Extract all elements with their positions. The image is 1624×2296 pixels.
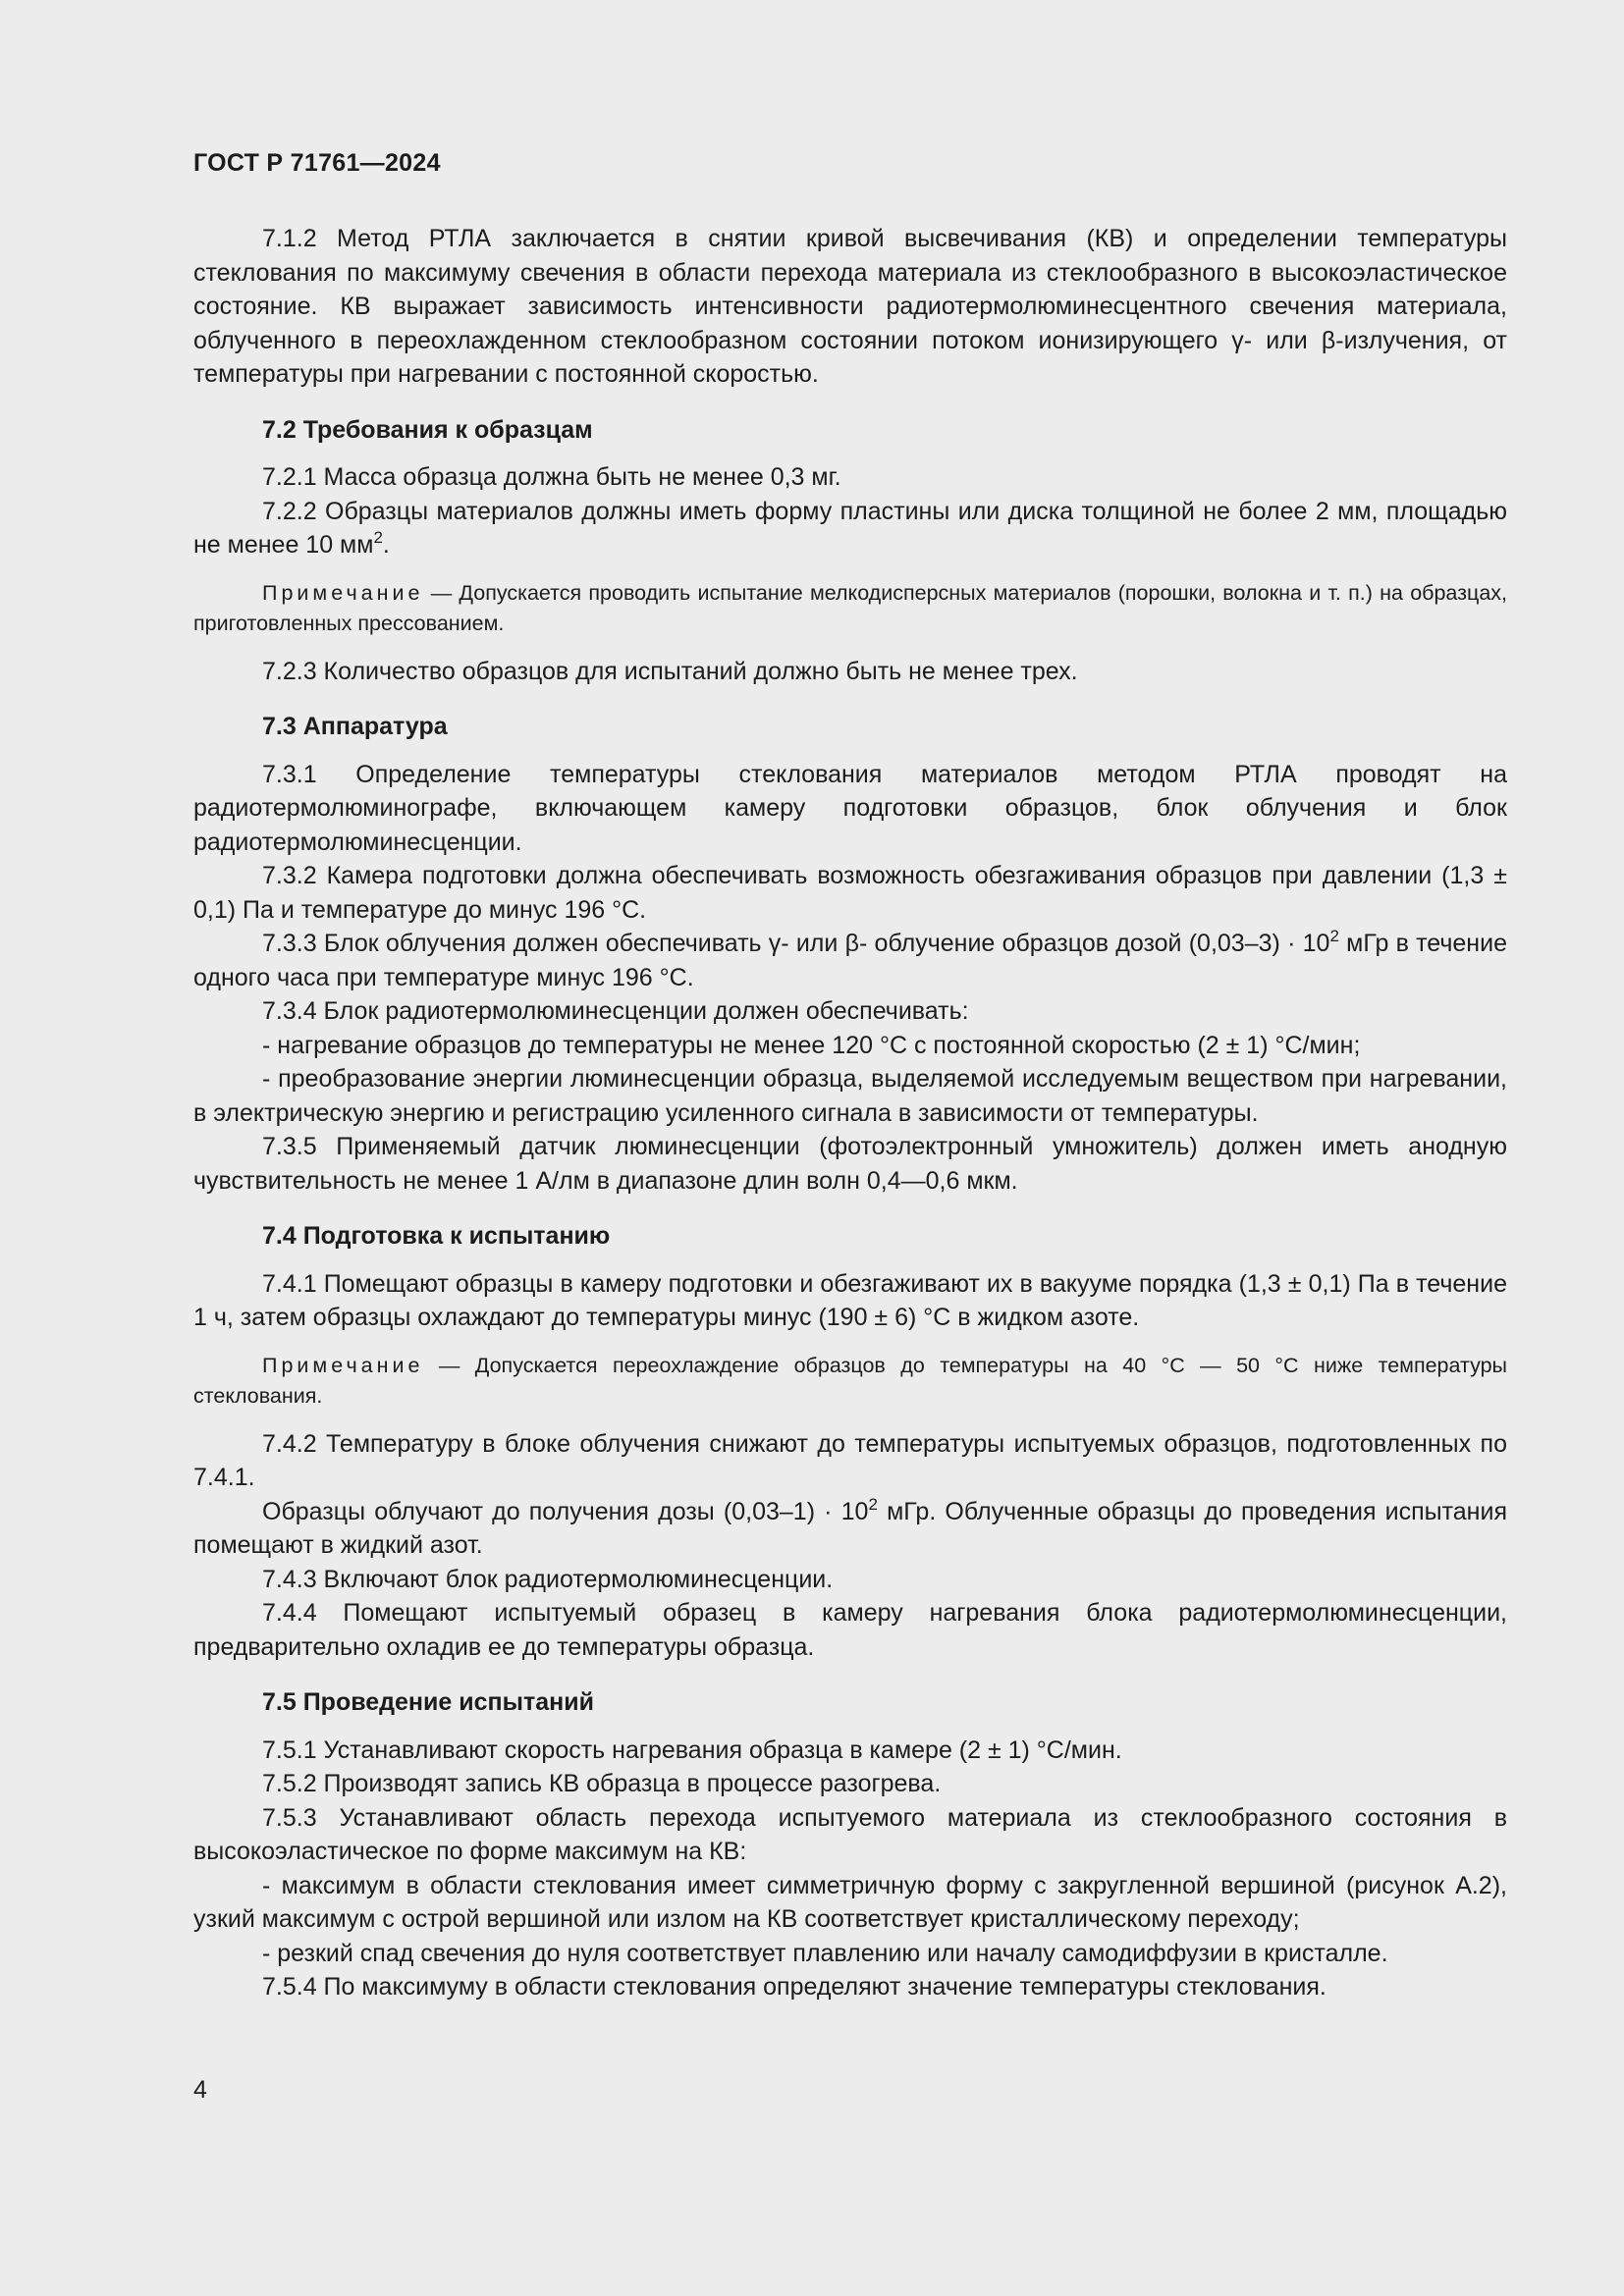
- clause-7-3-4: 7.3.4 Блок радиотермолюминесценции должен обеспечивать:: [262, 997, 969, 1025]
- clause-7-3-2: 7.3.2 Камера подготовки должна обеспечивать возможность обезгаживания образцов при давлении (1,3 ± 0,1) Па и температуре до минус 196 °С.: [193, 862, 1507, 924]
- note-label: Примечание: [262, 1353, 424, 1377]
- clause-7-3-3: 7.3.3 Блок облучения должен обеспечивать γ- или β- облучение образцов дозой $(0,03-3) \cdot 10^2$ мГр в течение одного часа при температуре минус 196 °С.: [193, 927, 1507, 991]
- list-item: - нагревание образцов до температуры не менее 120 °С с постоянной скоростью (2 ± 1) °С/мин;: [262, 1031, 1361, 1059]
- clause-7-5-1: 7.5.1 Устанавливают скорость нагревания образца в камере (2 ± 1) °С/мин.: [262, 1735, 1122, 1764]
- clause-7-5-4: 7.5.4 По максимуму в области стеклования определяют значение температуры стеклования.: [262, 1973, 1326, 2001]
- heading-7-3: 7.3 Аппаратура: [262, 713, 448, 740]
- clause-7-4-2: 7.4.2 Температуру в блоке облучения снижают до температуры испытуемых образцов, подготовленных по 7.4.1.: [193, 1429, 1507, 1491]
- clause-7-4-1: 7.4.1 Помещают образцы в камеру подготовки и обезгаживают их в вакууме порядка (1,3 ± 0,1) Па в течение 1 ч, затем образцы охлаждают до температуры минус (190 ± 6) °С в жидком азоте.: [193, 1269, 1507, 1331]
- document-body: [193, 222, 1507, 2004]
- list-item: - преобразование энергии люминесценции образца, выделяемой исследуемым веществом при нагревании, в электрическую энергию и регистрацию усиленного сигнала в зависимости от температуры.: [193, 1065, 1507, 1127]
- clause-7-5-2: 7.5.2 Производят запись КВ образца в процессе разогрева.: [262, 1770, 942, 1797]
- heading-7-5: 7.5 Проведение испытаний: [262, 1688, 594, 1716]
- clause-7-3-1: 7.3.1 Определение температуры стеклования материалов методом РТЛА проводят на радиотермолюминографе, включающем камеру подготовки образцов, блок облучения и блок радиотермолюминесценции.: [193, 760, 1507, 856]
- clause-7-4-4: 7.4.4 Помещают испытуемый образец в камеру нагревания блока радиотермолюминесценции, предварительно охладив ее до температуры образца.: [193, 1599, 1507, 1661]
- note-label: Примечание: [262, 580, 424, 605]
- document-header: ГОСТ Р 71761—2024: [193, 149, 441, 177]
- page-number: 4: [193, 2076, 207, 2104]
- clause-7-5-3: 7.5.3 Устанавливают область перехода испытуемого материала из стеклообразного состояния в высокоэластическое по форме максимум на КВ:: [193, 1803, 1507, 1865]
- clause-7-2-2: 7.2.2 Образцы материалов должны иметь форму пластины или диска толщиной не более 2 мм, площадью не менее 10 $мм^2$.: [193, 497, 1507, 559]
- clause-7-1-2: 7.1.2 Метод РТЛА заключается в снятии кривой высвечивания (КВ) и определении температуры стеклования по максимуму свечения в области перехода материала из стеклообразного в высокоэластическое состояние. КВ выражает зависимость интенсивности радиотермолюминесцентного свечения материала, облученного в переохлажденном стеклообразном состоянии потоком ионизирующего γ- или β-излучения, от температуры при нагревании с постоянной скоростью.: [193, 225, 1507, 388]
- list-item: - максимум в области стеклования имеет симметричную форму с закругленной вершиной (рисунок А.2), узкий максимум с острой вершиной или излом на КВ соответствует кристаллическому переходу;: [193, 1871, 1507, 1933]
- heading-7-4: 7.4 Подготовка к испытанию: [262, 1222, 611, 1250]
- note-7-2-2: Примечание — Допускается проводить испытание мелкодисперсных материалов (порошки, волокна и т. п.) на образцах, приготовленных прессованием.: [193, 580, 1507, 635]
- heading-7-2: 7.2 Требования к образцам: [262, 415, 593, 444]
- list-item: - резкий спад свечения до нуля соответствует плавлению или началу самодиффузии в кристалле.: [262, 1939, 1388, 1967]
- clause-7-4-2-cont: Образцы облучают до получения дозы $(0,03-1) \cdot 10^2$ мГр. Облученные образцы до проведения испытания помещают в жидкий азот.: [193, 1494, 1507, 1559]
- clause-7-4-3: 7.4.3 Включают блок радиотермолюминесценции.: [262, 1565, 834, 1593]
- note-7-4-1: Примечание — Допускается переохлаждение образцов до температуры на 40 °С — 50 °С ниже температуры стеклования.: [193, 1353, 1507, 1408]
- clause-7-2-1: 7.2.1 Масса образца должна быть не менее 0,3 мг.: [262, 463, 841, 491]
- clause-7-2-3: 7.2.3 Количество образцов для испытаний должно быть не менее трех.: [262, 657, 1078, 685]
- clause-7-3-5: 7.3.5 Применяемый датчик люминесценции (фотоэлектронный умножитель) должен иметь анодную чувствительность не менее 1 А/лм в диапазоне длин волн 0,4—0,6 мкм.: [193, 1133, 1507, 1195]
